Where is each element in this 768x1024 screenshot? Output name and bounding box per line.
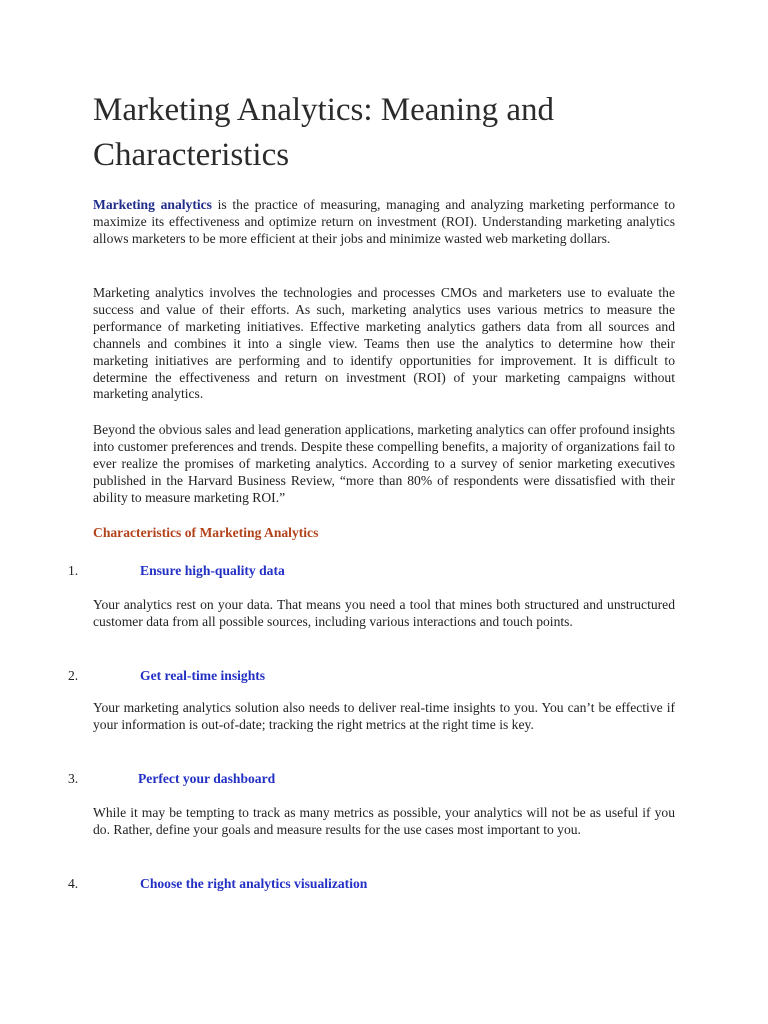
body-paragraph-3: Beyond the obvious sales and lead generation applications, marketing analytics can offer profound insights into customer preferences and trends. Despite these compelling benefits, a majority of organizations fail to ever realize the promises of marketing analytics. According to a survey of senior marketing executives published in the Harvard Business Review, “more than 80% of respondents were dissatisfied with their ability to measure marketing ROI.” [93,422,675,505]
list-item-title: Choose the right analytics visualization [140,876,368,891]
list-item-number: 4. [68,876,79,891]
section-heading: Characteristics of Marketing Analytics [93,525,319,540]
intro-lead-term: Marketing analytics [93,197,212,212]
body-paragraph-2: Marketing analytics involves the technologies and processes CMOs and marketers use to evaluate the success and value of their efforts. As such, marketing analytics uses various metrics to measure the performance of marketing initiatives. Effective marketing analytics gathers data from all sources and channels and combines it into a single view. Teams then use the analytics to determine how their marketing initiatives are performing and to identify opportunities for improvement. It is difficult to determine the effectiveness and return on investment (ROI) of your marketing campaigns without marketing analytics. [93,285,675,402]
list-item-description: Your marketing analytics solution also needs to deliver real-time insights to you. You can’t be effective if your information is out-of-date; tracking the right metrics at the right time is key. [93,700,675,732]
list-item-description: Your analytics rest on your data. That means you need a tool that mines both structured and unstructured customer data from all possible sources, including various interactions and touch points. [93,597,675,629]
intro-text: is the practice of measuring, managing and analyzing marketing performance to maximize its effectiveness and optimize return on investment (ROI). Understanding marketing analytics allows marketers to be more efficient at their jobs and minimize wasted web marketing dollars. [93,197,676,246]
list-item-title: Get real-time insights [140,668,266,683]
list-item-description: While it may be tempting to track as many metrics as possible, your analytics will not be as useful if you do. Rather, define your goals and measure results for the use cases most important to you. [93,805,675,837]
list-item-title: Perfect your dashboard [138,771,276,786]
intro-paragraph [93,197,675,248]
document-title: Marketing Analytics: Meaning and Characteristics [93,92,554,173]
list-item-number: 3. [68,771,79,786]
list-item-number: 2. [68,668,79,683]
list-item-number: 1. [68,563,79,578]
list-item-title: Ensure high-quality data [140,563,285,578]
